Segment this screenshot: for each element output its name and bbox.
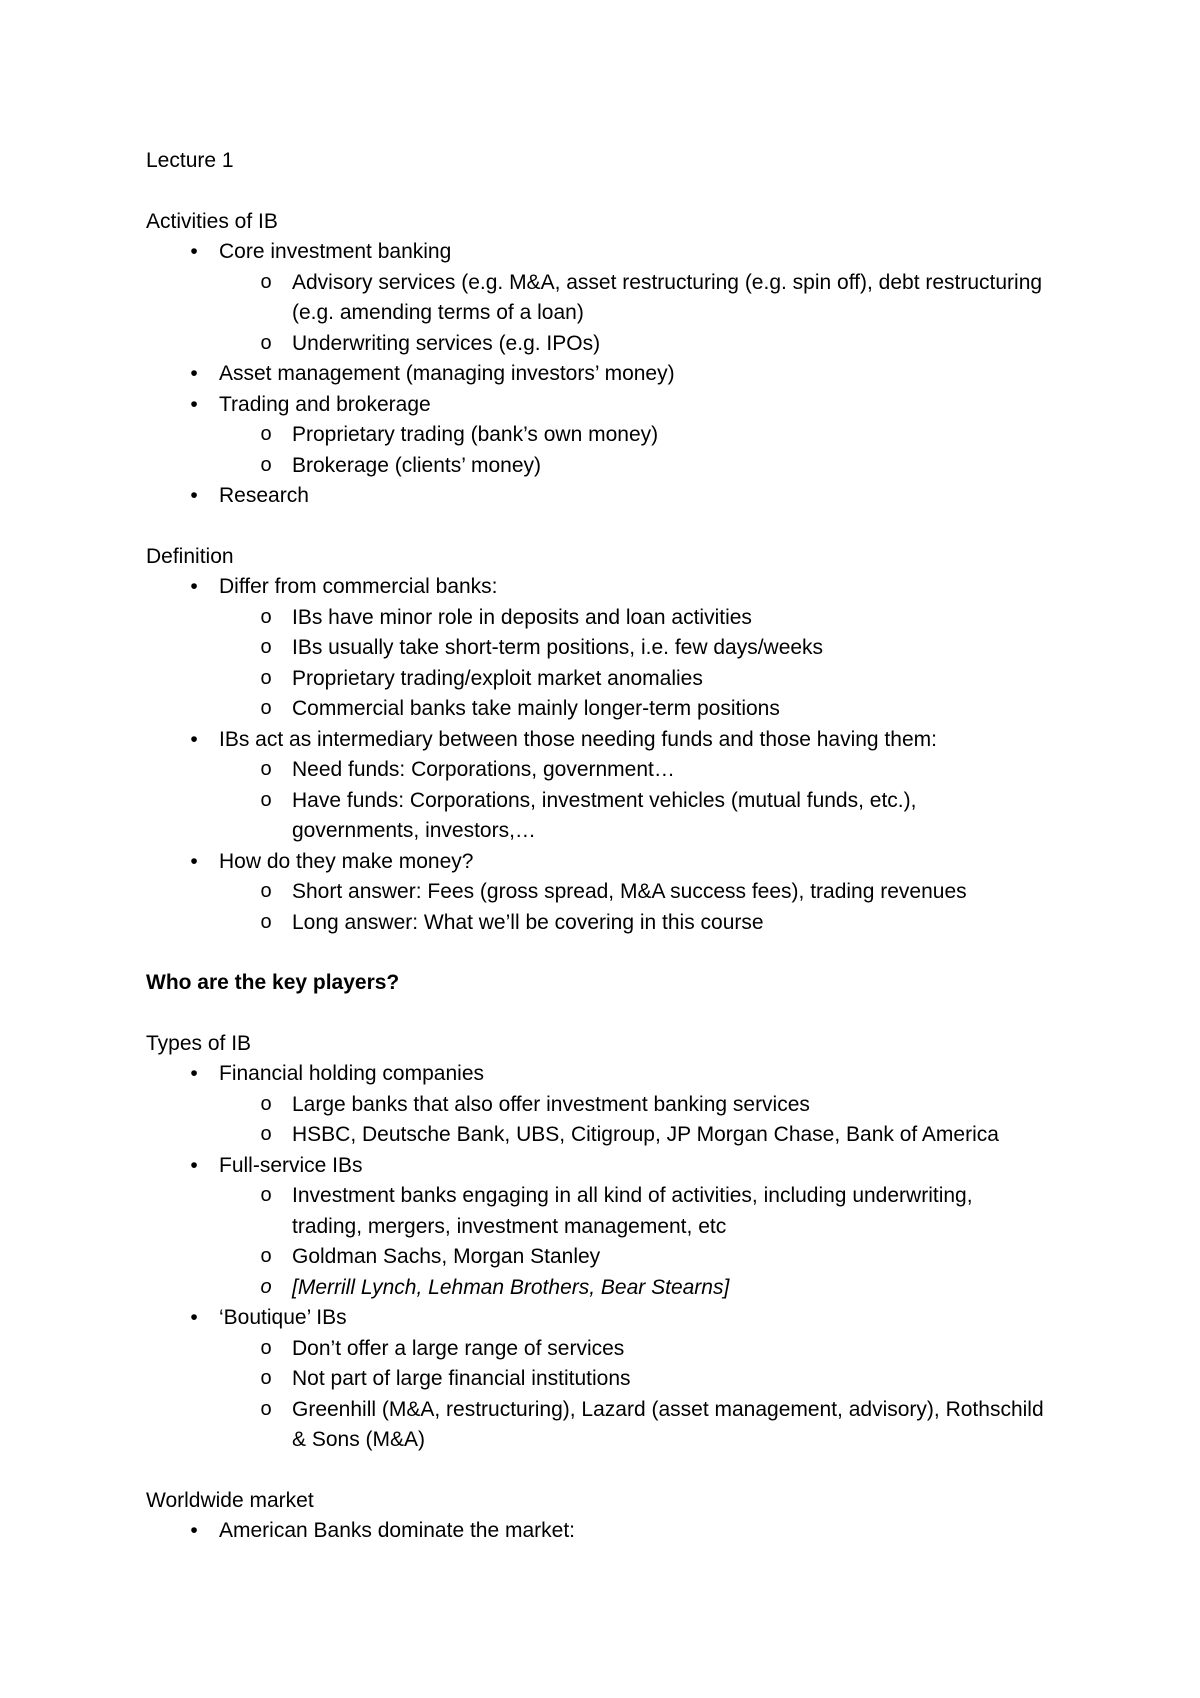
sub-list-item-text: Need funds: Corporations, government… xyxy=(292,758,675,781)
circle-bullet-icon: o xyxy=(260,880,272,902)
bullet-icon: • xyxy=(190,1306,198,1329)
circle-bullet-icon: o xyxy=(260,1184,272,1206)
section-heading: Worldwide market xyxy=(146,1488,314,1512)
sub-list-item xyxy=(146,877,1046,908)
circle-bullet-icon: o xyxy=(260,1123,272,1145)
bullet-icon: • xyxy=(190,1062,198,1085)
circle-bullet-icon: o xyxy=(260,331,272,354)
bullet-icon: • xyxy=(190,1519,198,1542)
list-item-text: Trading and brokerage xyxy=(219,392,431,416)
sub-list xyxy=(146,1181,1046,1303)
circle-bullet-icon: o xyxy=(260,1367,272,1389)
sub-list-item xyxy=(146,420,1046,451)
sub-list-item xyxy=(146,1242,1046,1273)
sub-list-item xyxy=(146,1120,1046,1151)
section-heading: Types of IB xyxy=(146,1031,252,1055)
sub-list-item-text: Long answer: What we’ll be covering in this course xyxy=(292,910,764,934)
circle-bullet-icon: o xyxy=(260,1397,272,1420)
sub-list-item xyxy=(146,268,1046,329)
circle-bullet-icon: o xyxy=(260,910,272,933)
list-item xyxy=(146,1059,1046,1090)
circle-bullet-icon: o xyxy=(260,1245,272,1267)
sub-list-item-text: Not part of large financial institutions xyxy=(292,1367,631,1390)
list-item-text: Financial holding companies xyxy=(219,1062,484,1085)
bullet-icon: • xyxy=(190,849,198,873)
sub-list xyxy=(146,1090,1046,1151)
list-item xyxy=(146,847,1046,878)
sub-list-item-text: IBs have minor role in deposits and loan activities xyxy=(292,605,752,629)
list-item xyxy=(146,390,1046,421)
bullet-icon: • xyxy=(190,392,198,416)
sub-list-item-text: HSBC, Deutsche Bank, UBS, Citigroup, JP Morgan Chase, Bank of America xyxy=(292,1123,999,1146)
list-item-text: Full-service IBs xyxy=(219,1153,363,1177)
paragraph-gap xyxy=(146,999,1046,1029)
circle-bullet-icon: o xyxy=(260,605,272,628)
sub-list-item xyxy=(146,1273,1046,1304)
sub-list-item xyxy=(146,755,1046,786)
sub-list-item-text: Have funds: Corporations, investment vehicles (mutual funds, etc.), governments, investors,… xyxy=(292,788,917,842)
bullet-list xyxy=(146,1516,1046,1547)
sub-list-item-text: Don’t offer a large range of services xyxy=(292,1336,625,1360)
paragraph-gap xyxy=(146,1456,1046,1486)
list-item-text: ‘Boutique’ IBs xyxy=(219,1306,347,1329)
circle-bullet-icon: o xyxy=(260,1092,272,1115)
sub-list-item xyxy=(146,633,1046,664)
paragraph-gap xyxy=(146,512,1046,542)
list-item xyxy=(146,1151,1046,1182)
paragraph-gap xyxy=(146,177,1046,207)
circle-bullet-icon: o xyxy=(260,666,272,689)
bullet-list xyxy=(146,572,1046,938)
sub-list-item-text: Short answer: Fees (gross spread, M&A success fees), trading revenues xyxy=(292,880,967,903)
list-item xyxy=(146,237,1046,268)
sub-list-item xyxy=(146,329,1046,360)
sub-list-item-text: Underwriting services (e.g. IPOs) xyxy=(292,331,601,355)
sub-list-item-text: Commercial banks take mainly longer-term positions xyxy=(292,697,780,720)
list-item-text: Differ from commercial banks: xyxy=(219,575,498,598)
sub-list-item-text: Advisory services (e.g. M&A, asset restructuring (e.g. spin off), debt restructuring (e.g. amending terms of a loan) xyxy=(292,270,1043,324)
sub-list-item-text: Large banks that also offer investment banking services xyxy=(292,1092,810,1116)
sub-list-item-text: Investment banks engaging in all kind of activities, including underwriting, trading, mergers, investment management, etc xyxy=(292,1184,973,1238)
sub-list xyxy=(146,755,1046,847)
list-item xyxy=(146,1303,1046,1334)
list-item xyxy=(146,1516,1046,1547)
sub-list-item-text: Brokerage (clients’ money) xyxy=(292,453,541,477)
list-item xyxy=(146,572,1046,603)
bullet-icon: • xyxy=(190,575,198,598)
section-heading: Definition xyxy=(146,544,234,568)
sub-list-item xyxy=(146,694,1046,725)
sub-list-item-text: Proprietary trading/exploit market anomalies xyxy=(292,666,703,690)
sub-list-item xyxy=(146,908,1046,939)
bullet-icon: • xyxy=(190,1153,198,1177)
paragraph-gap xyxy=(146,938,1046,968)
list-item-text: Research xyxy=(219,484,309,507)
sub-list-item xyxy=(146,603,1046,634)
list-item-text: Asset management (managing investors’ money) xyxy=(219,362,675,385)
document-body xyxy=(146,146,1046,1547)
sub-list-item-text: Goldman Sachs, Morgan Stanley xyxy=(292,1245,601,1268)
bullet-icon: • xyxy=(190,727,198,751)
bullet-list xyxy=(146,1059,1046,1456)
list-item-text: How do they make money? xyxy=(219,849,474,873)
circle-bullet-icon: o xyxy=(260,758,272,780)
sub-list-item xyxy=(146,1364,1046,1395)
sub-list-item-text: Greenhill (M&A, restructuring), Lazard (asset management, advisory), Rothschild & Sons (M&A) xyxy=(292,1397,1044,1451)
circle-bullet-icon: o xyxy=(260,1275,272,1298)
sub-list-item xyxy=(146,451,1046,482)
sub-list xyxy=(146,603,1046,725)
section-heading: Lecture 1 xyxy=(146,149,234,172)
circle-bullet-icon: o xyxy=(260,453,272,476)
circle-bullet-icon: o xyxy=(260,697,272,719)
sub-list-item xyxy=(146,1090,1046,1121)
section-heading: Who are the key players? xyxy=(146,971,400,994)
list-item xyxy=(146,725,1046,756)
sub-list-item xyxy=(146,1181,1046,1242)
sub-list-item-text: Proprietary trading (bank’s own money) xyxy=(292,423,659,446)
bullet-icon: • xyxy=(190,240,198,263)
circle-bullet-icon: o xyxy=(260,270,272,293)
sub-list xyxy=(146,1334,1046,1456)
list-item xyxy=(146,481,1046,512)
bullet-icon: • xyxy=(190,362,198,385)
sub-list xyxy=(146,877,1046,938)
list-item xyxy=(146,359,1046,390)
bullet-list xyxy=(146,237,1046,512)
sub-list xyxy=(146,268,1046,360)
bullet-icon: • xyxy=(190,484,198,507)
sub-list-item xyxy=(146,1334,1046,1365)
circle-bullet-icon: o xyxy=(260,788,272,811)
sub-list-item-text: [Merrill Lynch, Lehman Brothers, Bear Stearns] xyxy=(292,1275,730,1299)
sub-list xyxy=(146,420,1046,481)
circle-bullet-icon: o xyxy=(260,1336,272,1359)
sub-list-item xyxy=(146,1395,1046,1456)
circle-bullet-icon: o xyxy=(260,423,272,445)
sub-list-item-text: IBs usually take short-term positions, i.e. few days/weeks xyxy=(292,636,824,659)
list-item-text: American Banks dominate the market: xyxy=(219,1519,575,1542)
sub-list-item xyxy=(146,786,1046,847)
circle-bullet-icon: o xyxy=(260,636,272,658)
sub-list-item xyxy=(146,664,1046,695)
list-item-text: Core investment banking xyxy=(219,240,452,263)
list-item-text: IBs act as intermediary between those needing funds and those having them: xyxy=(219,727,937,751)
section-heading: Activities of IB xyxy=(146,209,278,233)
